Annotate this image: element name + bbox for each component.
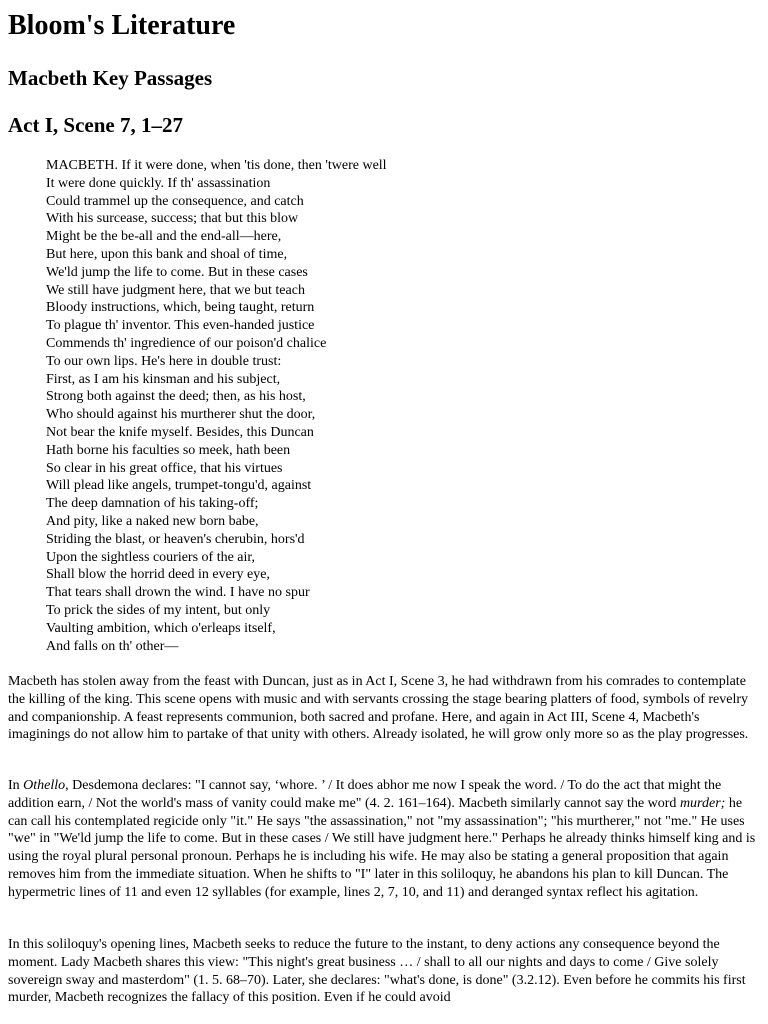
commentary-paragraph-1: Macbeth has stolen away from the feast with Duncan, just as in Act I, Scene 3, he had withdrawn from his comrades to contemplate the killing of the king. This scene opens with music and with servants crossing the stage bearing platters of food, symbols of revelry and companionship. A feast represents communion, both sacred and profane. Here, and again in Act III, Scene 4, Macbeth's imaginings do not allow him to partake of that unity with others. Already isolated, he will grow only more so as the play progresses. (8, 674, 749, 743)
passage-line: MACBETH. If it were done, when 'tis done, then 'twere well (46, 158, 387, 173)
passage-line: It were done quickly. If th' assassination (46, 175, 271, 191)
commentary-paragraph-3: In this soliloquy's opening lines, Macbeth seeks to reduce the future to the instant, to deny actions any consequence beyond the moment. Lady Macbeth shares this view: "This night's great business … / shall to all our nights and days to come / Give solely sovereign sway and masterdom" (1. 5. 68–70). Later, she declares: "what's done, is done" (3.2.12). Even before he commits his first murder, Macbeth recognizes the fallacy of this position. Even if he could avoid (8, 937, 746, 1006)
passage-line: Who should against his murtherer shut the door, (46, 407, 316, 423)
paragraph-2-text-b: , Desdemona declares: "I cannot say, ‘whore. ’ / It does abhor me now I speak the word. / To do the act that might the addition earn, / Not the world's mass of vanity could make me" (4. 2. 161–164). Macbeth similarly cannot say the word (8, 778, 722, 811)
passage-line: To prick the sides of my intent, but only (46, 602, 271, 618)
section-title: Act I, Scene 7, 1–27 (8, 113, 183, 137)
passage-line: Shall blow the horrid deed in every eye, (46, 567, 270, 583)
passage-line: We'ld jump the life to come. But in these cases (46, 264, 308, 280)
play-title-othello: Othello (23, 778, 66, 793)
passage-line: We still have judgment here, that we but teach (46, 282, 305, 298)
passage-line: Vaulting ambition, which o'erleaps itself, (46, 620, 276, 636)
passage-line: Will plead like angels, trumpet-tongu'd, against (46, 478, 312, 494)
passage-line: Might be the be-all and the end-all—here, (46, 229, 282, 245)
passage-line: Hath borne his faculties so meek, hath been (46, 442, 291, 458)
passage-line: That tears shall drown the wind. I have no spur (46, 585, 310, 601)
passage-line: Not bear the knife myself. Besides, this Duncan (46, 424, 314, 440)
passage-line: With his surcease, success; that but this blow (46, 211, 299, 227)
passage-line: Bloody instructions, which, being taught, return (46, 300, 315, 316)
paragraph-2-text-a: In (8, 778, 24, 793)
passage-line: First, as I am his kinsman and his subject, (46, 371, 281, 387)
passage-line: And falls on th' other— (46, 638, 179, 654)
passage-line: And pity, like a naked new born babe, (46, 513, 259, 529)
passage-line: The deep damnation of his taking-off; (46, 496, 259, 512)
book-title: Macbeth Key Passages (8, 66, 213, 90)
commentary-paragraph-2 (8, 777, 760, 902)
passage-line: So clear in his great office, that his virtues (46, 460, 283, 476)
passage-line: Commends th' ingredience of our poison'd chalice (46, 335, 327, 351)
passage-line: To our own lips. He's here in double trust: (46, 353, 282, 369)
passage-line: To plague th' inventor. This even-handed justice (46, 318, 315, 334)
passage-line: Upon the sightless couriers of the air, (46, 549, 256, 565)
site-title: Bloom's Literature (8, 10, 236, 41)
passage-line: Could trammel up the consequence, and catch (46, 193, 304, 209)
passage-line: But here, upon this bank and shoal of time, (46, 246, 288, 262)
emphasized-word-murder: murder; (679, 795, 726, 811)
passage-line: Strong both against the deed; then, as his host, (46, 389, 306, 405)
passage-block (46, 157, 387, 655)
passage-line: Striding the blast, or heaven's cherubin, hors'd (46, 531, 305, 547)
paragraph-2-text-c: he can call his contemplated regicide only "it." He says "the assassination," not "my assassination"; "his murtherer," not "me." He uses "we" in "We'ld jump the life to come. But in these cases / We still have judgment here." Perhaps he already thinks himself king and is using the royal plural personal pronoun. Perhaps he is including his wife. He may also be stating a general proposition that again removes him from the immediate situation. When he shifts to "I" later in this soliloquy, he abandons his plan to kill Duncan. The hypermetric lines of 11 and even 12 syllables (for example, lines 2, 7, 10, and 11) and deranged syntax reflect his agitation. (8, 795, 756, 900)
